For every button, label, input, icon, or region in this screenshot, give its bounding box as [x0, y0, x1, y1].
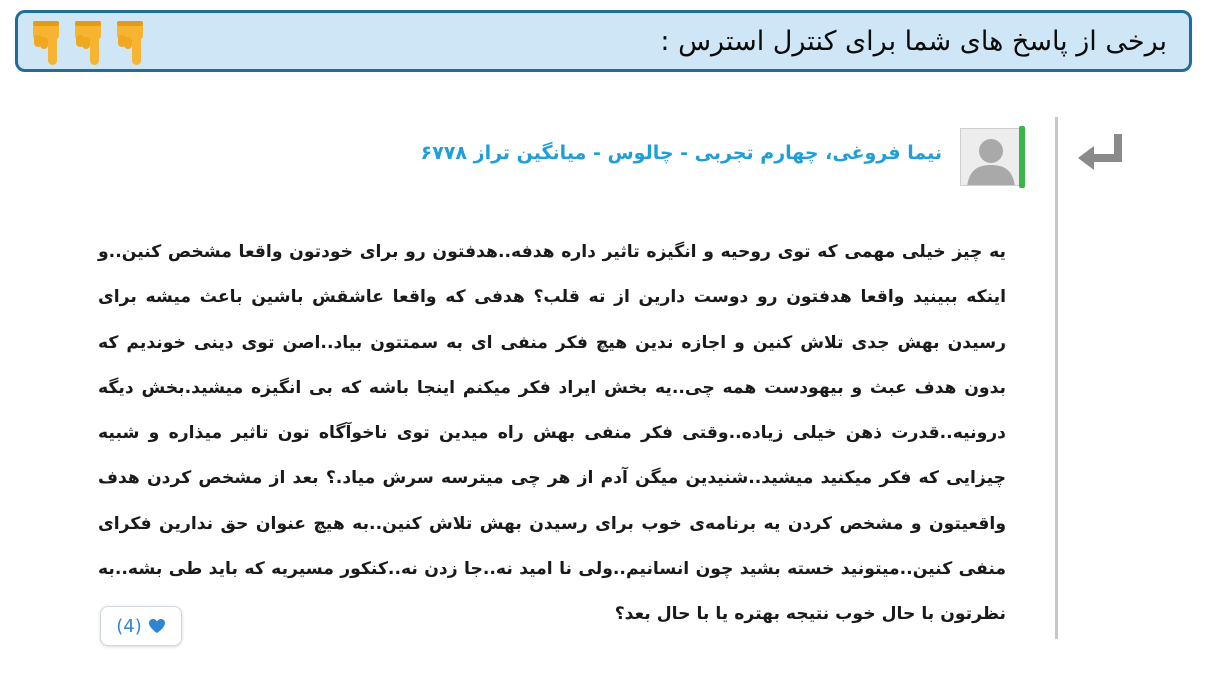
pointing-down-hand-icon [30, 17, 64, 67]
heart-icon [148, 618, 166, 634]
pointing-down-hand-icon [114, 17, 148, 67]
comment-body: یه چیز خیلی مهمی که توی روحیه و انگیزه تاثیر داره هدفه..هدفتون رو برای خودتون واقعا مشخص کنین..و اینکه ببینید واقعا هدفتون رو دوست دارین از ته قلب؟ هدفی که واقعا عاشقش باشین باعث میشه برای رسیدن بهش جدی تلاش کنین و اجازه ندین هیچ فکر منفی ای به سمتتون بیاد..اصن توی دینی خوندیم که بدون هدف عبث و بیهودست همه چی..یه بخش ایراد فکر میکنم اینجا باشه که بی انگیزه میشید.بخش دیگه درونیه..قدرت ذهن خیلی زیاده..وقتی فکر منفی بهش راه میدین توی ناخوآگاه تون تاثیر میذاره و شبیه چیزایی که فکر میکنید میشید..شنیدین میگن آدم از هر چی میترسه سرش میاد.؟ بعد از مشخص کردن هدف واقعیتون و مشخص کردن یه برنامه‌ی خوب برای رسیدن بهش تلاش کنین..به هیچ عنوان حق ندارین فکرای منفی کنین..میتونید خسته بشید چون انسانیم..ولی نا امید نه..جا زدن نه..کنکور مسیریه که باید طی بشه..به نظرتون با حال خوب نتیجه بهتره یا با حال بعد؟ [98, 242, 1006, 625]
pointing-down-hand-icon [72, 17, 106, 67]
avatar[interactable] [960, 128, 1022, 186]
author-accent-bar [1019, 126, 1025, 188]
banner-title: برخی از پاسخ های شما برای کنترل استرس : [660, 26, 1167, 57]
reply-arrow-icon[interactable] [1074, 122, 1132, 180]
like-button[interactable] [100, 606, 182, 646]
comment-author[interactable]: نیما فروغی، چهارم تجربی - چالوس - میانگین تراز ۶۷۷۸ [420, 142, 942, 164]
like-count: (4) [116, 615, 142, 637]
pointing-hands-group [30, 17, 148, 67]
user-silhouette-icon [961, 129, 1022, 186]
header-banner [15, 10, 1192, 72]
